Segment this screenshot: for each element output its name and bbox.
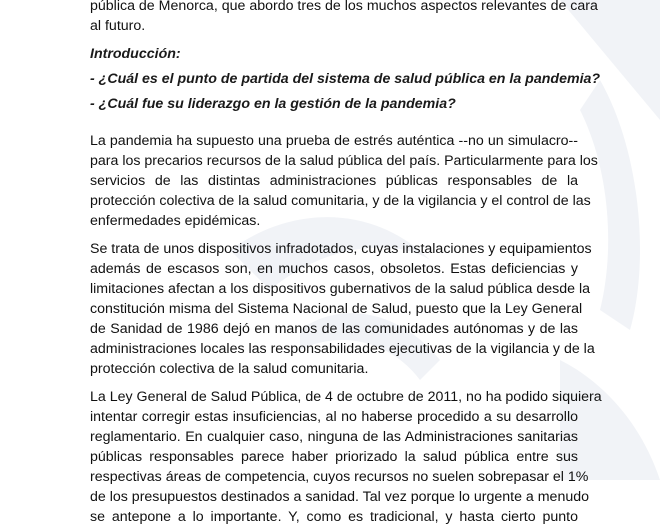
paragraph-line: administraciones locales las responsabilidades ejecutivas de la vigilancia y de la <box>90 341 595 357</box>
intro-line: al futuro. <box>90 18 146 34</box>
paragraph-line: La Ley General de Salud Pública, de 4 de octubre de 2011, no ha podido siquiera <box>90 389 602 405</box>
paragraph-line: reglamentario. En cualquier caso, ninguna de las Administraciones sanitarias <box>90 429 578 445</box>
paragraph-line: La pandemia ha supuesto una prueba de estrés auténtica --no un simulacro-- <box>90 133 578 149</box>
question-item: - ¿Cuál es el punto de partida del sistema de salud pública en la pandemia? <box>90 71 601 87</box>
paragraph-line: enfermedades epidémicas. <box>90 213 261 229</box>
paragraph-line: servicios de las distintas administraciones públicas responsables de la <box>90 173 578 189</box>
section-heading: Introducción: <box>90 46 181 62</box>
paragraph-line: respectivas áreas de competencia, cuyos recursos no suelen sobrepasar el 1% <box>90 469 589 485</box>
paragraph-line: públicas responsables parece haber priorizado la salud pública entre sus <box>90 449 578 465</box>
question-item: - ¿Cuál fue su liderazgo en la gestión de la pandemia? <box>90 96 456 112</box>
paragraph-line: constitución misma del Sistema Nacional de Salud, puesto que la Ley General <box>90 301 583 317</box>
paragraph-line: intentar corregir estas insuficiencias, al no haberse procedido a su desarrollo <box>90 409 578 425</box>
paragraph-line: para los precarios recursos de la salud pública del país. Particularmente para los <box>90 153 598 169</box>
intro-line: pública de Menorca, que abordo tres de los muchos aspectos relevantes de cara <box>90 0 598 14</box>
paragraph-line: de Sanidad de 1986 dejó en manos de las comunidades autónomas y de las <box>90 321 578 337</box>
paragraph-line: Se trata de unos dispositivos infradotados, cuyas instalaciones y equipamientos <box>90 241 592 257</box>
paragraph-line: de los presupuestos destinados a sanidad. Tal vez porque lo urgente a menudo <box>90 489 590 505</box>
paragraph-line: protección colectiva de la salud comunitaria. <box>90 361 369 377</box>
paragraph-line: además de escasos son, en muchos casos, obsoletos. Estas deficiencias y <box>90 261 578 277</box>
paragraph-line: se antepone a lo importante. Y, como es tradicional, y hasta cierto punto <box>90 509 578 525</box>
paragraph-line: limitaciones afectan a los dispositivos gubernativos de la salud pública desde la <box>90 281 591 297</box>
paragraph-line: protección colectiva de la salud comunitaria, y de la vigilancia y el control de las <box>90 193 591 209</box>
